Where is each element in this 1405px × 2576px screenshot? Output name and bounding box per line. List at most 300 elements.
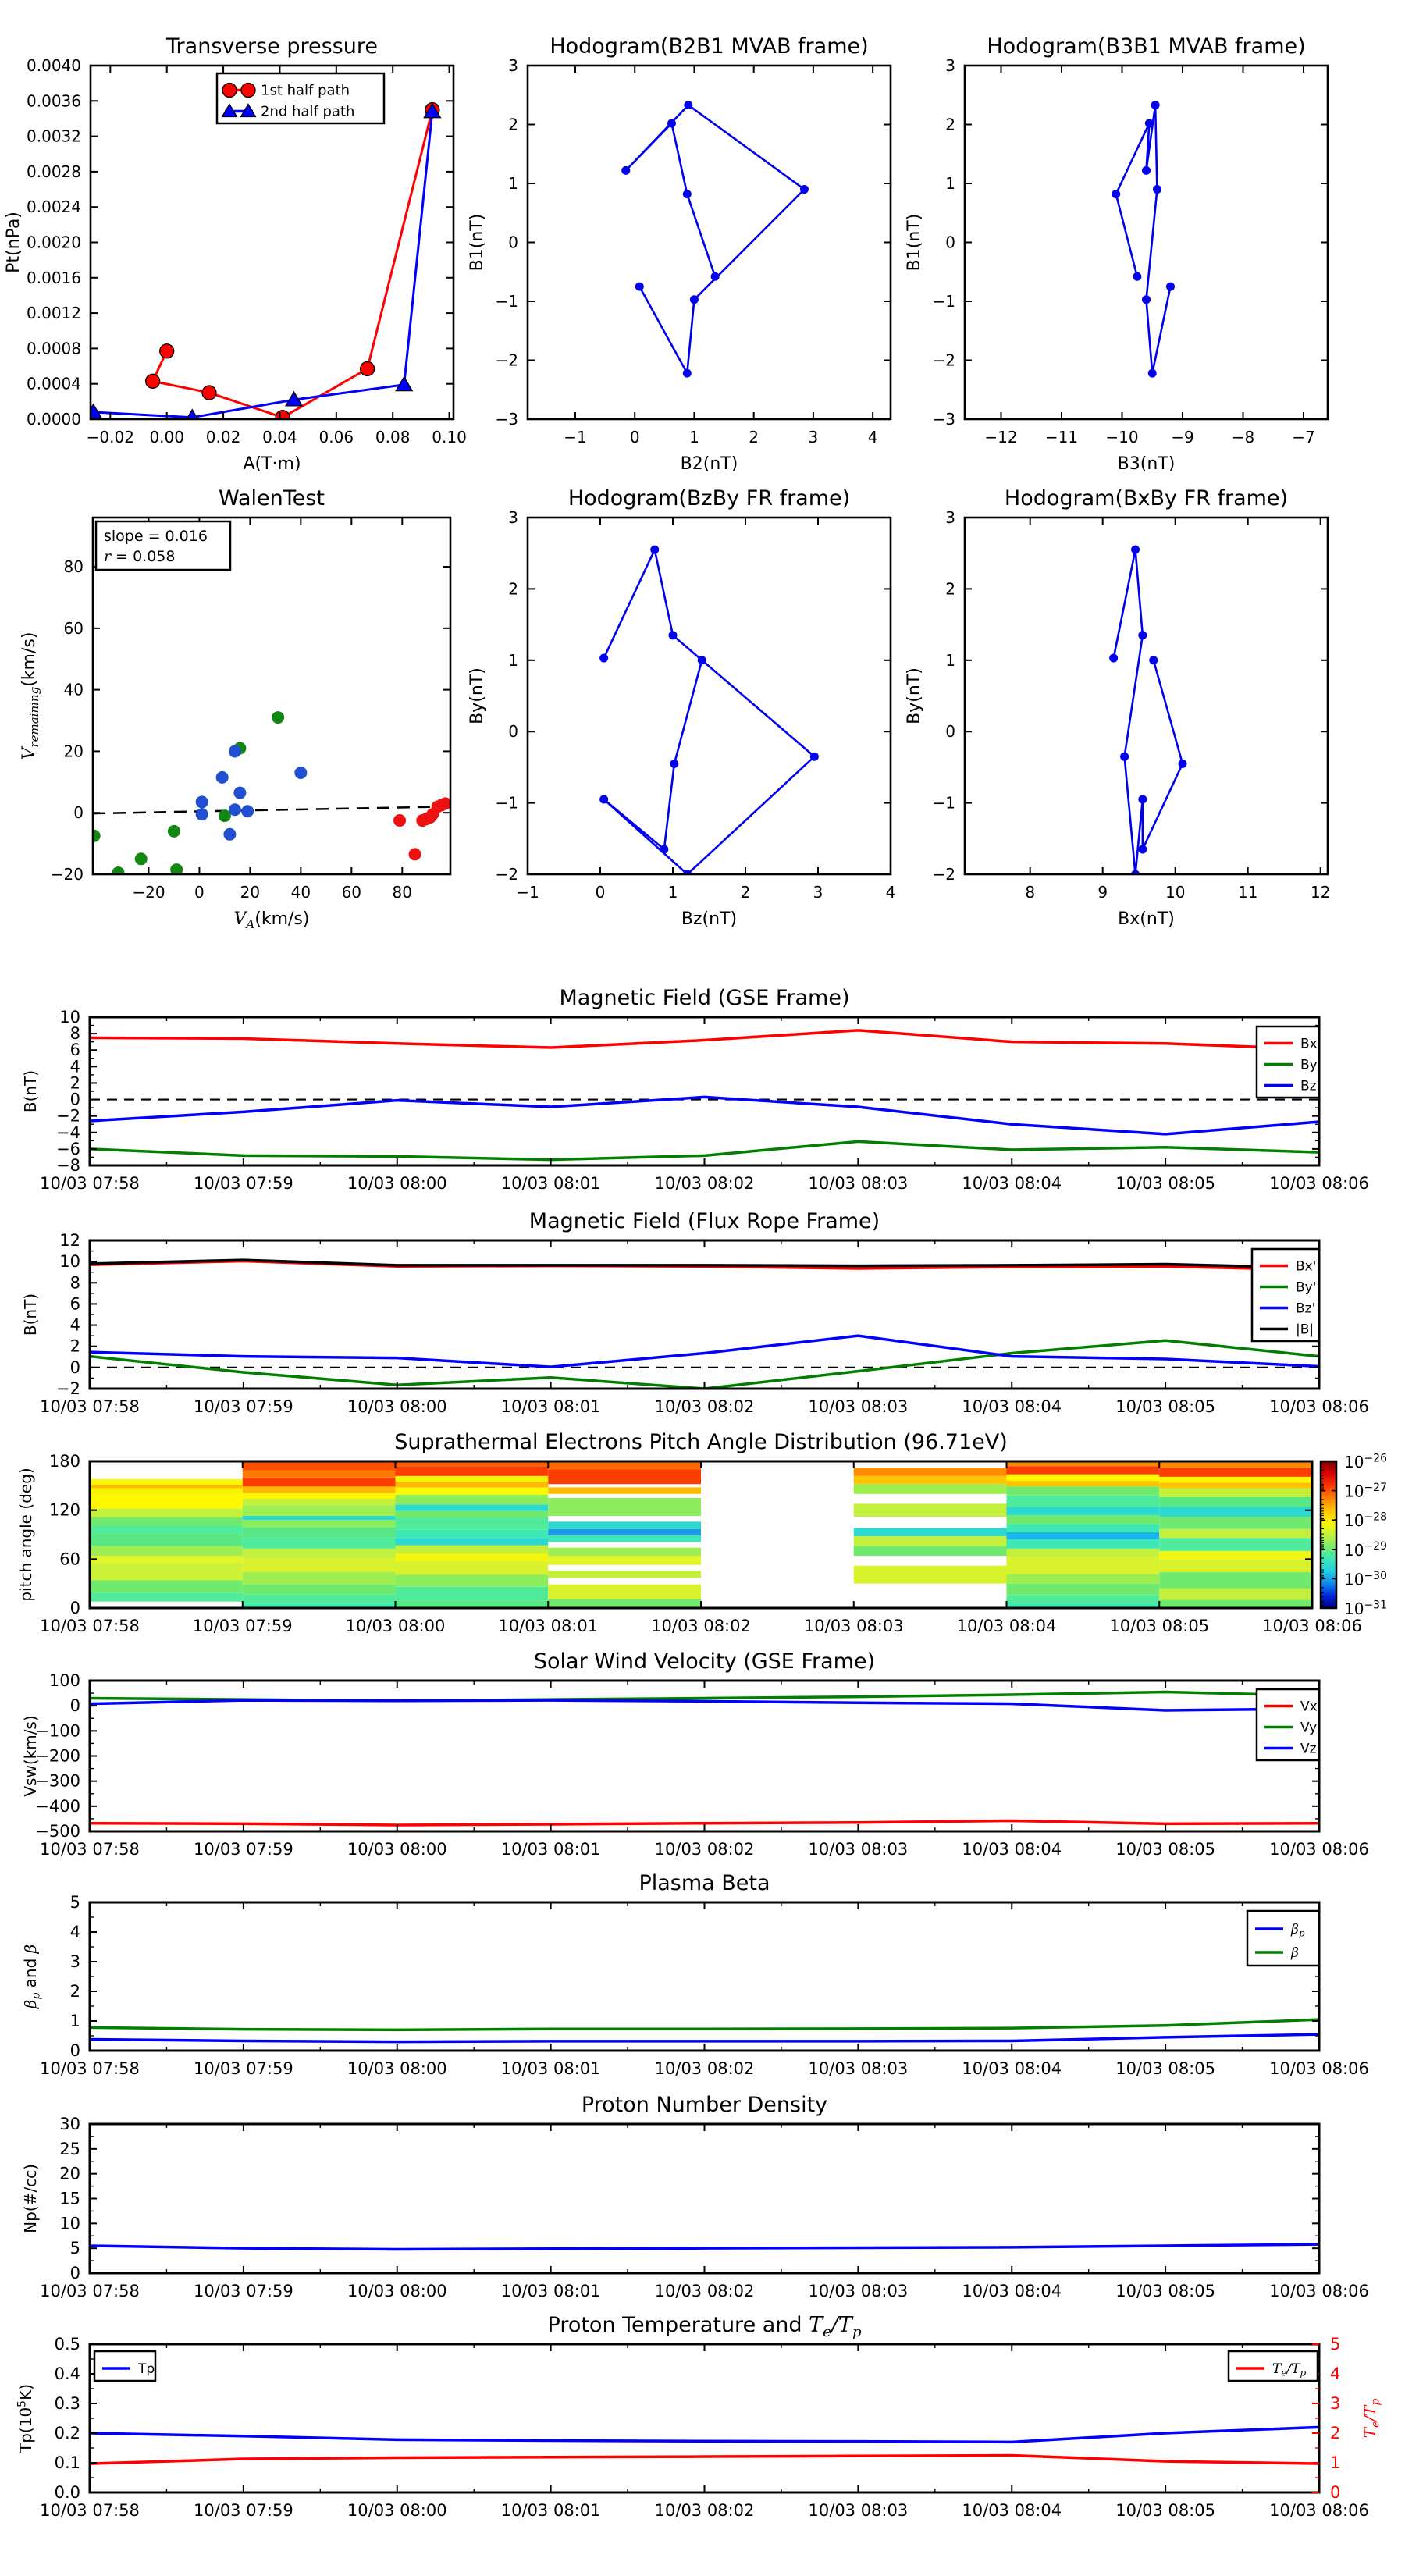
point-marker [216,771,229,784]
y-tick-label: 2 [69,1336,80,1356]
y-tick-label: 0.0032 [27,126,81,146]
heatmap-band [854,1503,1007,1517]
x-tick-label: 80 [392,883,413,902]
legend-proton_temp [94,2351,155,2381]
legend-label: 2nd half path [261,103,355,120]
chart-hodogram_b3_b1 [905,34,1328,474]
point-marker [160,344,174,358]
right-tick-label: 3 [1330,2394,1341,2413]
x-tick-label: 10/03 08:02 [651,1617,751,1635]
axes-frame [90,2344,1319,2492]
heatmap-band [1007,1539,1160,1548]
legend-proton_temp [1229,2351,1318,2381]
x-tick-label: 10/03 08:04 [956,1617,1057,1635]
x-tick-label: 10/03 08:02 [654,2059,755,2078]
x-tick-label: 10/03 07:58 [40,1617,140,1635]
heatmap-band [1007,1584,1160,1596]
x-tick-label: 10/03 07:58 [40,1840,140,1859]
series-line-Bx_By path [1114,550,1183,874]
heatmap-band [548,1529,701,1535]
chart-title: Hodogram(BzBy FR frame) [567,486,851,511]
point-marker [241,84,255,98]
series-line-Bz' [90,1336,1319,1367]
heatmap-band [1007,1524,1160,1532]
axes-frame [965,66,1328,419]
x-tick-label: 9 [1097,883,1108,902]
x-tick-label: 10/03 08:04 [962,2282,1062,2300]
y-tick-label: 0 [69,2041,80,2060]
x-tick-label: −11 [1044,428,1079,447]
heatmap-band [1007,1574,1160,1584]
heatmap-band [1159,1600,1312,1608]
legend-box [1247,1911,1319,1966]
x-tick-label: 4 [867,428,878,447]
series-group [90,2244,1319,2249]
heatmap-band [243,1528,396,1538]
y-tick-label: −400 [35,1796,80,1816]
point-marker [276,411,290,425]
heatmap-band [243,1558,396,1572]
series-group [88,711,452,879]
x-tick-label: 10/03 07:58 [40,1174,140,1193]
x-tick-label: 10/03 08:00 [347,2501,447,2520]
heatmap-band [548,1498,701,1516]
series-group [85,103,440,425]
legend-label: Bx' [1296,1258,1317,1275]
heatmap-band [1007,1532,1160,1539]
x-tick-label: 10/03 08:05 [1109,1617,1210,1635]
y-tick-label: 0.5 [54,2335,80,2354]
heatmap-band [548,1548,701,1556]
y-tick-label: 0.2 [54,2424,80,2443]
y-axis-label: pitch angle (deg) [16,1468,35,1602]
heatmap-band [1159,1517,1312,1529]
series-line-By [90,1141,1319,1159]
y-tick-label: −200 [35,1746,80,1766]
x-tick-label: 0 [629,428,640,447]
y-axis-label: Np(#/cc) [21,2164,40,2233]
point-marker [223,828,236,841]
x-tick-label: 10/03 07:59 [194,1397,293,1416]
y-tick-label: 0 [945,722,955,742]
heatmap-band [243,1516,396,1520]
x-tick-label: 10/03 08:01 [500,2059,601,2078]
chart-title: Hodogram(B3B1 MVAB frame) [987,34,1306,59]
x-tick-label: 10/03 08:04 [962,2501,1062,2520]
x-tick-label: 10/03 08:05 [1115,1840,1215,1859]
x-tick-label: 10/03 08:03 [803,1617,904,1635]
x-tick-label: 10/03 07:59 [194,1174,293,1193]
x-tick-label: 0.10 [432,428,467,447]
heatmap-band [548,1571,701,1578]
series-group [90,1692,1319,1824]
y-tick-label: 1 [945,650,955,670]
y-tick-label: 3 [508,56,518,75]
point-marker [393,814,406,827]
series-group [1112,101,1175,378]
y-tick-label: −500 [35,1822,80,1841]
y-tick-label: 2 [945,579,955,599]
chart-plasma_beta [21,1871,1369,2078]
heatmap-band [90,1488,243,1494]
x-tick-label: 10/03 08:01 [500,1174,601,1193]
x-tick-label: 10/03 08:03 [808,1174,909,1193]
y-tick-label: 0.3 [54,2394,80,2413]
series-line-Tp [90,2427,1319,2442]
point-marker [599,654,608,663]
y-axis-label: B1(nT) [905,213,924,272]
series-line-B2_B1 path [626,105,805,374]
x-tick-label: 10/03 08:04 [962,2059,1062,2078]
point-marker [621,166,630,175]
x-tick-label: 8 [1025,883,1036,902]
heatmap-band [1159,1482,1312,1488]
point-marker [146,374,160,388]
point-marker [196,808,208,820]
y-tick-label: 8 [69,1273,80,1293]
y-tick-label: 2 [69,1073,80,1093]
y-tick-label: −2 [56,1106,80,1126]
y-tick-label: −100 [35,1721,80,1741]
y-tick-label: 80 [63,557,84,577]
heatmap-band [90,1495,243,1509]
y-axis-label: By(nT) [468,667,487,724]
x-tick-label: 10/03 08:03 [808,1397,909,1416]
point-marker [202,386,216,400]
heatmap-band [1007,1475,1160,1481]
x-tick-label: 10/03 08:05 [1115,2282,1215,2300]
annotation-line: slope = 0.016 [104,528,208,545]
x-axis-label: B2(nT) [680,454,738,474]
point-marker [272,711,284,724]
y-axis-label: $Tp(10^5K)$ [16,2383,35,2453]
y-tick-label: 0 [508,233,518,252]
x-tick-label: −1 [516,883,539,902]
heatmap-band [90,1526,243,1534]
x-tick-label: 10/03 08:01 [498,1617,599,1635]
series-group [90,2427,1319,2464]
point-marker [1153,185,1161,194]
heatmap-band [1007,1515,1160,1524]
chart-b_fr [21,1209,1369,1416]
point-marker [698,656,706,664]
y-axis-label: Vsw(km/s) [21,1715,40,1797]
axes-frame [90,1681,1319,1831]
axes-hodogram_bz_by [496,508,896,902]
x-tick-label: 10/03 08:06 [1269,2059,1369,2078]
x-axis-label: B3(nT) [1117,454,1176,474]
legend-label: Bz [1300,1078,1317,1094]
heatmap-band [90,1509,243,1517]
heatmap-band [396,1504,549,1510]
heatmap-band [396,1546,549,1553]
x-tick-label: 0 [595,883,606,902]
x-tick-label: 10/03 08:04 [962,1397,1062,1416]
legend-label: 1st half path [261,82,350,99]
heatmap-band [1159,1488,1312,1496]
series-line-beta [90,2019,1319,2030]
x-tick-label: 10/03 08:01 [500,2501,601,2520]
y-axis-label: B1(nT) [468,213,487,272]
y-tick-label: 0 [508,722,518,742]
x-tick-label: 10/03 07:59 [194,2059,293,2078]
point-marker [660,845,668,854]
x-tick-label: 10/03 08:00 [347,1397,447,1416]
chart-title: Solar Wind Velocity (GSE Frame) [533,1649,876,1674]
axes-b_gse [40,1008,1369,1193]
x-tick-label: 10/03 08:02 [654,2282,755,2300]
point-marker [229,745,241,757]
x-tick-label: 3 [808,428,819,447]
series-group [599,546,819,879]
chart-vsw [21,1649,1369,1859]
x-tick-label: 0.02 [205,428,241,447]
heatmap-band [854,1536,1007,1546]
heatmap-band [548,1487,701,1493]
axes-frame [965,518,1328,874]
chart-title: WalenTest [219,486,325,511]
annotation-line: r = 0.058 [104,548,176,565]
legend-label: Vz [1300,1741,1317,1757]
y-tick-label: 5 [69,2239,80,2258]
axes-plasma_beta [40,1893,1369,2078]
point-marker [711,272,720,281]
x-tick-label: −10 [1105,428,1139,447]
y-axis-label: $V_{remaining}(km/s)$ [20,632,41,760]
axes-proton_density [40,2115,1369,2300]
heatmap-band [243,1594,396,1604]
y-tick-label: 0.0040 [27,56,81,75]
y-tick-label: 4 [69,1315,80,1335]
y-tick-label: 100 [48,1671,80,1690]
y-tick-label: 3 [69,1952,80,1971]
legend-label: |B| [1296,1322,1314,1338]
heatmap-band [1159,1551,1312,1559]
x-tick-label: 10/03 08:02 [654,1397,755,1416]
legend-label: By' [1296,1279,1317,1296]
y-tick-label: 40 [63,680,84,699]
heatmap-band [548,1585,701,1599]
y-axis-label: B(nT) [21,1293,40,1336]
point-marker [1145,119,1154,127]
x-tick-label: 10/03 07:58 [40,2282,140,2300]
heatmap-band [90,1592,243,1601]
y-tick-label: 1 [508,174,518,193]
heatmap-band [396,1530,549,1538]
x-tick-label: −20 [132,883,165,902]
x-tick-label: −1 [564,428,587,447]
y-tick-label: 3 [945,56,955,75]
x-tick-label: 10/03 08:06 [1262,1617,1362,1635]
heatmap-band [243,1585,396,1595]
heatmap-band [396,1482,549,1487]
x-tick-label: 10/03 08:00 [347,2282,447,2300]
point-marker [1166,283,1175,291]
x-tick-label: −0.02 [86,428,134,447]
y-tick-label: 0.0036 [27,91,81,111]
y-tick-label: −1 [932,292,955,311]
heatmap-band [1007,1507,1160,1514]
series-line-Bx [90,1030,1319,1049]
point-marker [1133,272,1141,281]
point-marker [1112,190,1120,198]
axes-proton_temp [40,2335,1382,2520]
x-tick-label: 0.06 [318,428,354,447]
x-tick-label: 10 [1165,883,1186,902]
series-group [90,2019,1319,2042]
y-tick-label: 4 [69,1057,80,1076]
y-tick-label: −8 [56,1156,80,1175]
legend-label: Bz' [1296,1300,1316,1317]
x-tick-label: 10/03 07:59 [194,2501,293,2520]
point-marker [1151,101,1160,109]
colorbar-tick-label: $10^{-29}$ [1344,1540,1387,1560]
chart-title: Hodogram(B2B1 MVAB frame) [550,34,869,59]
heatmap-band [396,1538,549,1545]
chart-title: Magnetic Field (GSE Frame) [559,986,850,1010]
x-tick-label: 10/03 08:05 [1115,2059,1215,2078]
x-tick-label: 0.08 [375,428,411,447]
series-line-1st half path [153,110,432,418]
heatmap-band [854,1566,1007,1584]
x-tick-label: 10/03 07:58 [40,2059,140,2078]
y-tick-label: 2 [508,579,518,599]
legend-label: By [1300,1057,1318,1073]
x-tick-label: 10/03 07:58 [40,2501,140,2520]
y-tick-label: 2 [945,115,955,134]
x-tick-label: 12 [1310,883,1331,902]
y-tick-label: −2 [932,350,955,370]
x-tick-label: 3 [813,883,823,902]
series-group [90,1030,1319,1160]
heatmap-band [1007,1557,1160,1574]
series-group [1109,546,1186,879]
heatmap-cells [90,1461,1312,1608]
x-tick-label: 10/03 08:04 [962,1174,1062,1193]
heatmap-band [243,1537,396,1549]
y-tick-label: 12 [59,1231,80,1250]
legend-vsw [1257,1689,1319,1760]
chart-pad_spectrogram [16,1430,1387,1635]
x-tick-label: −7 [1292,428,1315,447]
colorbar [1321,1452,1387,1618]
y-tick-label: 0 [73,803,84,823]
heatmap-band [90,1580,243,1592]
point-marker [168,825,180,838]
heatmap-band [396,1587,549,1601]
heatmap-band [1159,1507,1312,1517]
series-line-Te/Tp [90,2456,1319,2464]
right-tick-label: 4 [1330,2364,1341,2383]
legend-b_gse [1257,1026,1319,1098]
x-tick-label: 10/03 08:00 [347,2059,447,2078]
heatmap-band [1007,1481,1160,1486]
point-marker [233,787,246,799]
colorbar-tick-label: $10^{-28}$ [1344,1510,1387,1531]
legend-label: Bx [1300,1036,1318,1052]
x-tick-label: 10/03 08:02 [654,1174,755,1193]
point-marker [1109,654,1118,663]
x-axis-label: Bx(nT) [1118,909,1175,929]
y-tick-label: 0.0 [54,2483,80,2502]
chart-transverse_pressure [4,34,467,474]
x-tick-label: 10/03 07:59 [194,1840,293,1859]
y-tick-label: −1 [495,292,518,311]
chart-hodogram_bz_by [468,486,895,929]
series-line-Vz [90,1700,1319,1710]
y-tick-label: 0 [69,1696,80,1716]
series-line-B3_B1 path [1116,105,1171,374]
x-tick-label: 1 [689,428,699,447]
y-tick-label: 15 [59,2189,80,2208]
x-tick-label: 0.04 [262,428,297,447]
chart-title: Transverse pressure [166,34,378,59]
heatmap-band [548,1556,701,1564]
heatmap-band [1007,1486,1160,1495]
y-tick-label: −3 [932,410,955,429]
point-marker [599,795,608,804]
heatmap-band [1007,1466,1160,1474]
x-tick-label: 60 [341,883,362,902]
legend-label: $\beta_p$ [1291,1922,1305,1939]
y-tick-label: −6 [56,1139,80,1158]
x-tick-label: 10/03 08:06 [1269,1840,1369,1859]
y-tick-label: 6 [69,1041,80,1060]
x-tick-label: 10/03 08:00 [347,1174,447,1193]
heatmap-band [1007,1595,1160,1603]
heatmap-band [90,1517,243,1525]
x-tick-label: 10/03 08:06 [1269,2282,1369,2300]
y-axis-label: By(nT) [905,667,924,724]
heatmap-band [243,1486,396,1493]
point-marker [1149,656,1158,664]
y-tick-label: −3 [495,410,518,429]
x-tick-label: 10/03 08:06 [1269,1397,1369,1416]
y-tick-label: 20 [63,742,84,761]
axes-frame [528,66,891,419]
y-tick-label: 1 [69,2012,80,2030]
chart-title: Suprathermal Electrons Pitch Angle Distribution (96.71eV) [394,1430,1008,1454]
y-tick-label: 0 [945,233,955,252]
x-tick-label: 10/03 08:01 [500,1397,601,1416]
chart-proton_density [21,2093,1369,2300]
heatmap-band [854,1468,1007,1475]
y-tick-label: 10 [59,1008,80,1026]
heatmap-band [854,1476,1007,1484]
legend-transverse_pressure [217,73,384,123]
series-group [621,101,809,378]
x-tick-label: −12 [984,428,1018,447]
heatmap-band [243,1470,396,1477]
chart-title: Hodogram(BxBy FR frame) [1004,486,1289,511]
heatmap-band [854,1546,1007,1557]
point-marker [241,805,254,817]
heatmap-band [396,1476,549,1482]
heatmap-band [243,1505,396,1516]
x-tick-label: 11 [1237,883,1258,902]
y-tick-label: 4 [69,1923,80,1941]
series-line-Bz [90,1097,1319,1134]
point-marker [683,190,692,198]
axes-frame [528,518,891,874]
y-tick-label: 30 [59,2115,80,2133]
chart-title: Magnetic Field (Flux Rope Frame) [528,1209,880,1233]
axes-walen_test [51,518,450,902]
y-tick-label: 1 [508,650,518,670]
heatmap-band [548,1535,701,1542]
series-line-Np [90,2244,1319,2249]
heatmap-band [1007,1549,1160,1557]
